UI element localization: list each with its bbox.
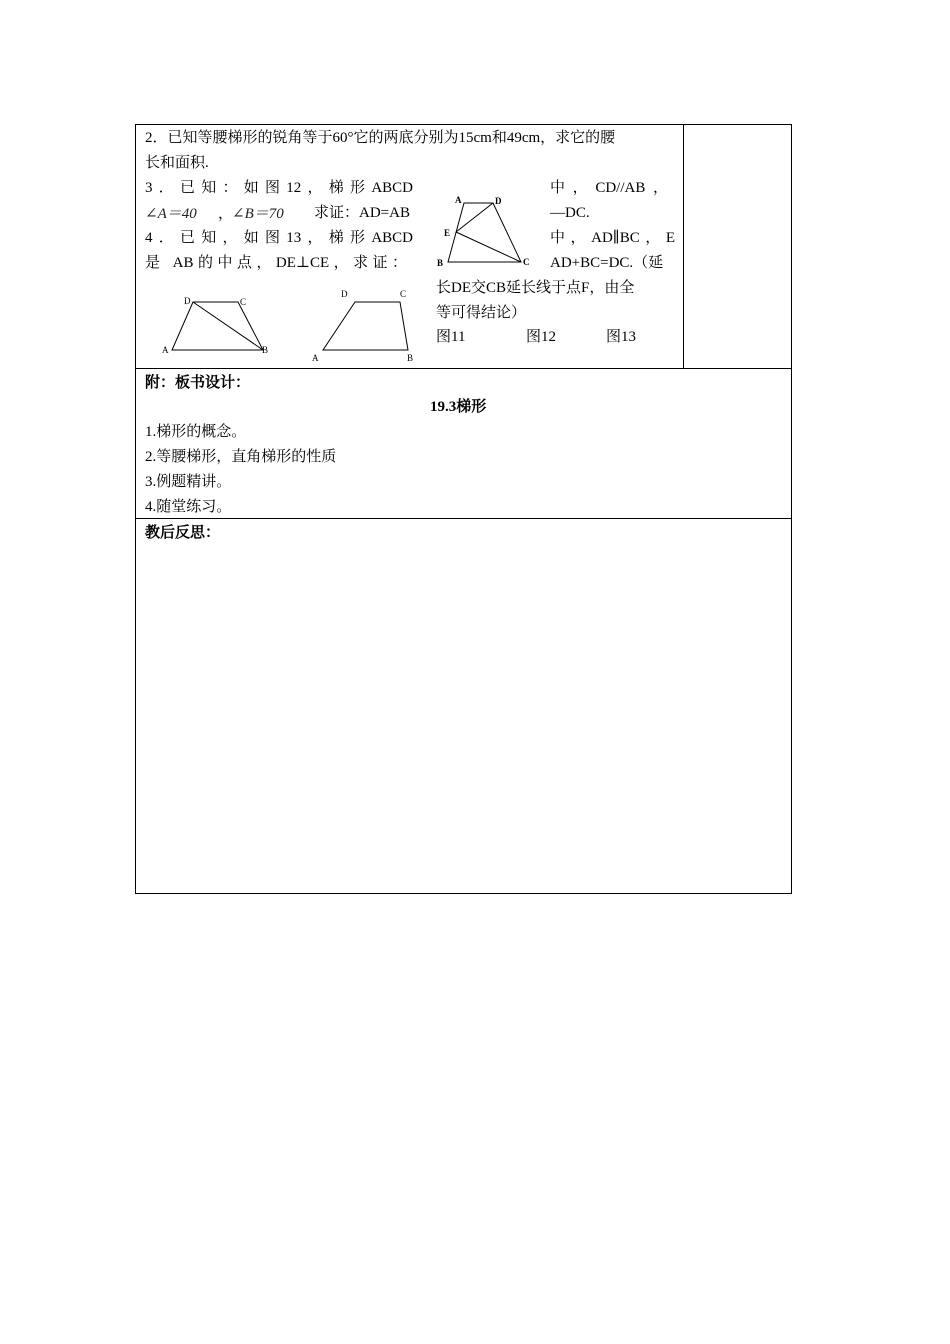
- problem-3-line-1-left: 3．已知：如图12，梯形ABCD: [145, 180, 413, 196]
- board-design-item-3: 3.例题精讲。: [145, 474, 232, 490]
- problem-2-line-1: 2．已知等腰梯形的锐角等于60°它的两底分别为15cm和49cm，求它的腰: [145, 130, 616, 146]
- figure-11-label-c: C: [240, 297, 247, 307]
- trapezoid-figure: [308, 285, 420, 365]
- figure-caption-13: 图13: [606, 329, 637, 345]
- trapezoid-diagonal-figure: [158, 292, 276, 358]
- figure-12-label-a: A: [312, 353, 319, 363]
- board-design-item-2: 2.等腰梯形，直角梯形的性质: [145, 449, 337, 465]
- problem-3-prove: 求证：AD=AB: [314, 205, 410, 221]
- figure-13-label-c: C: [523, 257, 530, 267]
- angle-a-expression: ∠A＝40: [145, 206, 197, 222]
- figure-11-label-a: A: [162, 345, 169, 355]
- table-row-divider-2: [135, 518, 792, 519]
- figure-12-label-d: D: [341, 289, 348, 299]
- problem-3-line-2-right: —DC.: [550, 205, 590, 221]
- figure-12-label-c: C: [400, 289, 407, 299]
- table-column-divider: [683, 124, 684, 368]
- figure-13-label-e: E: [444, 228, 451, 238]
- figure-11-label-b: B: [262, 345, 269, 355]
- problem-4-line-4: 等可得结论）: [436, 305, 527, 321]
- problem-4-line-1-left: 4．已知，如图13，梯形ABCD: [145, 230, 413, 246]
- table-row-divider-1: [135, 368, 792, 369]
- board-design-item-1: 1.梯形的概念。: [145, 424, 247, 440]
- figure-caption-11: 图11: [436, 329, 466, 345]
- problem-4-line-3: 长DE交CB延长线于点F，由全: [436, 280, 635, 296]
- figure-12-label-b: B: [407, 353, 414, 363]
- trapezoid-midpoint-figure: [436, 190, 540, 270]
- problem-4-line-2-right: AD+BC=DC.（延: [550, 255, 664, 271]
- angle-b-expression: ∠B＝70: [232, 206, 284, 222]
- problem-3-comma: ，: [218, 206, 234, 222]
- board-design-title: 19.3梯形: [430, 399, 487, 415]
- problem-4-line-1-right: 中，AD∥BC，E: [550, 230, 675, 246]
- problem-4-line-2-left: 是 AB的中点，DE⊥CE，求证：: [145, 255, 407, 271]
- reflection-heading: 教后反思：: [145, 525, 221, 541]
- problem-3-line-1-right: 中，CD//AB，: [550, 180, 668, 196]
- board-design-item-4: 4.随堂练习。: [145, 499, 232, 515]
- figure-caption-12: 图12: [526, 329, 557, 345]
- problem-2-line-2: 长和面积.: [145, 155, 209, 171]
- figure-13-label-b: B: [437, 258, 444, 268]
- board-design-heading: 附：板书设计：: [145, 375, 251, 391]
- figure-13-label-a: A: [455, 195, 462, 205]
- figure-11-label-d: D: [184, 296, 191, 306]
- figure-13-label-d: D: [495, 196, 502, 206]
